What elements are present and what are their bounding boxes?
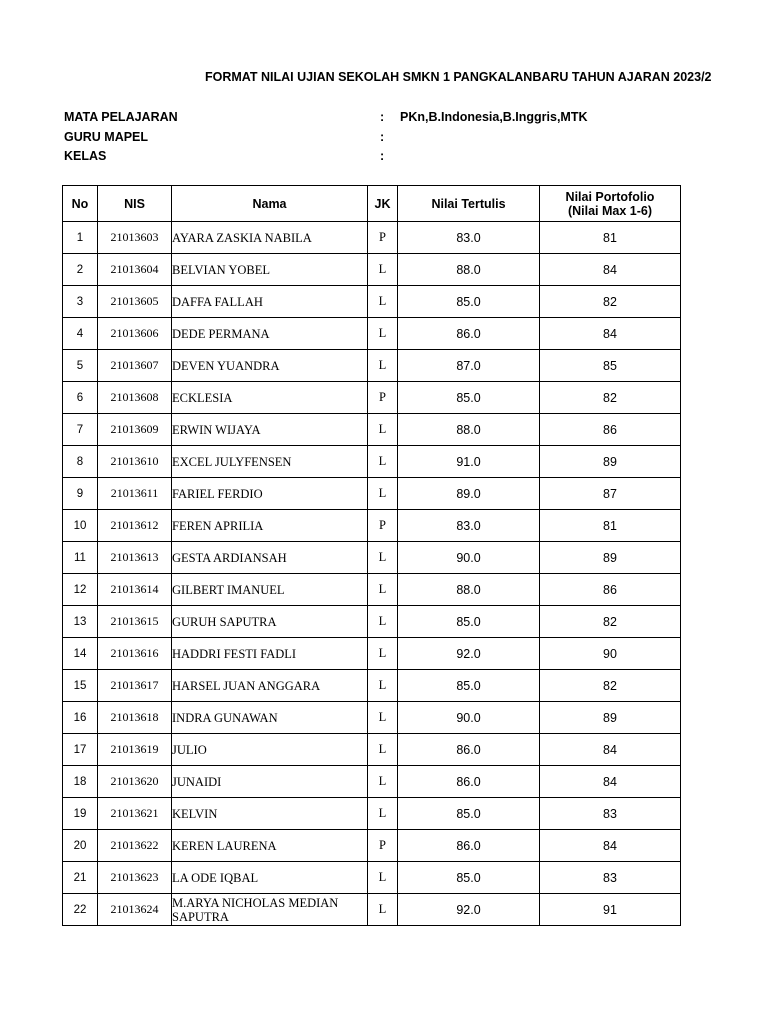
cell-jk: P (368, 830, 398, 862)
kelas-label: KELAS (64, 149, 107, 163)
kelas-colon: : (380, 149, 385, 163)
cell-nama: INDRA GUNAWAN (172, 702, 368, 734)
cell-nilai-tertulis: 86.0 (398, 766, 540, 798)
cell-nilai-portofolio: 90 (540, 638, 681, 670)
table-row (63, 862, 681, 894)
cell-nis: 21013622 (98, 830, 172, 862)
cell-nis: 21013614 (98, 574, 172, 606)
cell-jk: L (368, 254, 398, 286)
cell-jk: L (368, 318, 398, 350)
guru-mapel-label: GURU MAPEL (64, 130, 149, 144)
table-row (63, 734, 681, 766)
mata-pelajaran-value: PKn,B.Indonesia,B.Inggris,MTK (400, 110, 588, 124)
cell-nama: HADDRI FESTI FADLI (172, 638, 368, 670)
cell-nama: LA ODE IQBAL (172, 862, 368, 894)
cell-nama: ECKLESIA (172, 382, 368, 414)
cell-no: 12 (63, 574, 98, 606)
cell-nama: KELVIN (172, 798, 368, 830)
cell-nilai-portofolio: 86 (540, 414, 681, 446)
cell-no: 7 (63, 414, 98, 446)
cell-no: 20 (63, 830, 98, 862)
cell-nilai-portofolio: 84 (540, 734, 681, 766)
table-row (63, 286, 681, 318)
cell-nama: GESTA ARDIANSAH (172, 542, 368, 574)
table-row (63, 414, 681, 446)
cell-no: 17 (63, 734, 98, 766)
header-jk: JK (368, 186, 398, 222)
cell-nis: 21013609 (98, 414, 172, 446)
table-row (63, 798, 681, 830)
cell-no: 18 (63, 766, 98, 798)
cell-nama: DAFFA FALLAH (172, 286, 368, 318)
cell-no: 16 (63, 702, 98, 734)
cell-nilai-tertulis: 88.0 (398, 414, 540, 446)
cell-jk: L (368, 734, 398, 766)
table-row (63, 830, 681, 862)
cell-jk: L (368, 414, 398, 446)
cell-nis: 21013621 (98, 798, 172, 830)
cell-nilai-portofolio: 87 (540, 478, 681, 510)
cell-nilai-tertulis: 86.0 (398, 318, 540, 350)
cell-jk: L (368, 638, 398, 670)
cell-no: 22 (63, 894, 98, 926)
cell-no: 14 (63, 638, 98, 670)
cell-nilai-tertulis: 83.0 (398, 222, 540, 254)
cell-nilai-tertulis: 89.0 (398, 478, 540, 510)
cell-nilai-portofolio: 86 (540, 574, 681, 606)
cell-nilai-portofolio: 84 (540, 318, 681, 350)
cell-nis: 21013603 (98, 222, 172, 254)
table-header-row (63, 186, 681, 222)
cell-nis: 21013605 (98, 286, 172, 318)
mata-pelajaran-colon: : (380, 110, 385, 124)
cell-no: 8 (63, 446, 98, 478)
cell-nilai-tertulis: 87.0 (398, 350, 540, 382)
cell-jk: P (368, 382, 398, 414)
cell-no: 1 (63, 222, 98, 254)
cell-nilai-portofolio: 82 (540, 606, 681, 638)
cell-jk: L (368, 446, 398, 478)
cell-jk: L (368, 798, 398, 830)
cell-nilai-portofolio: 83 (540, 862, 681, 894)
cell-nis: 21013608 (98, 382, 172, 414)
table-row (63, 222, 681, 254)
guru-mapel-colon: : (380, 130, 385, 144)
cell-nis: 21013607 (98, 350, 172, 382)
cell-nama: DEDE PERMANA (172, 318, 368, 350)
cell-nilai-portofolio: 82 (540, 670, 681, 702)
cell-jk: L (368, 542, 398, 574)
header-nis: NIS (98, 186, 172, 222)
table-row (63, 766, 681, 798)
cell-jk: L (368, 894, 398, 926)
cell-jk: L (368, 702, 398, 734)
cell-nis: 21013618 (98, 702, 172, 734)
cell-nis: 21013613 (98, 542, 172, 574)
cell-jk: P (368, 510, 398, 542)
cell-nilai-portofolio: 89 (540, 702, 681, 734)
cell-nis: 21013611 (98, 478, 172, 510)
table-row (63, 702, 681, 734)
header-no: No (63, 186, 98, 222)
cell-nama: KEREN LAURENA (172, 830, 368, 862)
cell-no: 5 (63, 350, 98, 382)
cell-nilai-tertulis: 85.0 (398, 286, 540, 318)
cell-no: 9 (63, 478, 98, 510)
cell-nis: 21013620 (98, 766, 172, 798)
cell-nis: 21013615 (98, 606, 172, 638)
cell-nilai-tertulis: 85.0 (398, 670, 540, 702)
cell-jk: L (368, 350, 398, 382)
cell-jk: L (368, 574, 398, 606)
cell-nilai-tertulis: 86.0 (398, 734, 540, 766)
cell-jk: P (368, 222, 398, 254)
cell-nama: AYARA ZASKIA NABILA (172, 222, 368, 254)
cell-nilai-tertulis: 90.0 (398, 542, 540, 574)
table-row (63, 254, 681, 286)
cell-nis: 21013610 (98, 446, 172, 478)
cell-nilai-tertulis: 90.0 (398, 702, 540, 734)
cell-nama: JULIO (172, 734, 368, 766)
table-row (63, 638, 681, 670)
cell-nilai-portofolio: 84 (540, 254, 681, 286)
cell-no: 10 (63, 510, 98, 542)
cell-nama: EXCEL JULYFENSEN (172, 446, 368, 478)
cell-no: 21 (63, 862, 98, 894)
table-row (63, 510, 681, 542)
cell-no: 13 (63, 606, 98, 638)
cell-nama: ERWIN WIJAYA (172, 414, 368, 446)
document-title: FORMAT NILAI UJIAN SEKOLAH SMKN 1 PANGKALANBARU TAHUN AJARAN 2023/2 (205, 70, 712, 84)
cell-nilai-tertulis: 91.0 (398, 446, 540, 478)
table-row (63, 382, 681, 414)
cell-nis: 21013623 (98, 862, 172, 894)
cell-nilai-tertulis: 85.0 (398, 382, 540, 414)
cell-nama: GURUH SAPUTRA (172, 606, 368, 638)
header-nama: Nama (172, 186, 368, 222)
table-row (63, 446, 681, 478)
cell-jk: L (368, 766, 398, 798)
cell-nama: DEVEN YUANDRA (172, 350, 368, 382)
header-portofolio-line1: Nilai Portofolio (565, 189, 655, 204)
cell-nilai-portofolio: 85 (540, 350, 681, 382)
table-row (63, 574, 681, 606)
table-row (63, 542, 681, 574)
cell-nama: BELVIAN YOBEL (172, 254, 368, 286)
cell-nis: 21013619 (98, 734, 172, 766)
cell-nama: GILBERT IMANUEL (172, 574, 368, 606)
cell-jk: L (368, 478, 398, 510)
header-nilai-portofolio (540, 186, 681, 222)
table-row (63, 318, 681, 350)
cell-nilai-tertulis: 85.0 (398, 606, 540, 638)
cell-nis: 21013612 (98, 510, 172, 542)
cell-nis: 21013616 (98, 638, 172, 670)
cell-nis: 21013617 (98, 670, 172, 702)
mata-pelajaran-label: MATA PELAJARAN (64, 110, 178, 124)
table-row (63, 670, 681, 702)
cell-no: 2 (63, 254, 98, 286)
table-row (63, 894, 681, 926)
cell-jk: L (368, 286, 398, 318)
cell-nilai-tertulis: 85.0 (398, 798, 540, 830)
cell-jk: L (368, 670, 398, 702)
table-row (63, 478, 681, 510)
cell-nilai-portofolio: 84 (540, 830, 681, 862)
cell-jk: L (368, 862, 398, 894)
cell-nama: JUNAIDI (172, 766, 368, 798)
cell-nilai-portofolio: 81 (540, 222, 681, 254)
grades-table (62, 185, 681, 926)
cell-nis: 21013606 (98, 318, 172, 350)
cell-nis: 21013624 (98, 894, 172, 926)
cell-no: 6 (63, 382, 98, 414)
cell-nilai-portofolio: 89 (540, 446, 681, 478)
cell-nilai-tertulis: 83.0 (398, 510, 540, 542)
cell-nilai-tertulis: 88.0 (398, 254, 540, 286)
cell-nama: FARIEL FERDIO (172, 478, 368, 510)
cell-no: 4 (63, 318, 98, 350)
cell-nilai-tertulis: 86.0 (398, 830, 540, 862)
cell-nilai-portofolio: 81 (540, 510, 681, 542)
cell-nilai-tertulis: 85.0 (398, 862, 540, 894)
table-row (63, 350, 681, 382)
cell-nilai-tertulis: 92.0 (398, 638, 540, 670)
cell-no: 11 (63, 542, 98, 574)
cell-nama: M.ARYA NICHOLAS MEDIAN SAPUTRA (172, 894, 368, 926)
cell-nis: 21013604 (98, 254, 172, 286)
cell-nilai-portofolio: 91 (540, 894, 681, 926)
cell-no: 15 (63, 670, 98, 702)
cell-nilai-tertulis: 92.0 (398, 894, 540, 926)
cell-nilai-portofolio: 84 (540, 766, 681, 798)
cell-nama: HARSEL JUAN ANGGARA (172, 670, 368, 702)
cell-nilai-portofolio: 82 (540, 382, 681, 414)
cell-no: 3 (63, 286, 98, 318)
cell-nilai-portofolio: 83 (540, 798, 681, 830)
header-nilai-tertulis: Nilai Tertulis (398, 186, 540, 222)
table-row (63, 606, 681, 638)
cell-no: 19 (63, 798, 98, 830)
cell-nilai-portofolio: 89 (540, 542, 681, 574)
cell-nilai-tertulis: 88.0 (398, 574, 540, 606)
header-portofolio-line2: (Nilai Max 1-6) (567, 203, 653, 218)
cell-nilai-portofolio: 82 (540, 286, 681, 318)
cell-nama: FEREN APRILIA (172, 510, 368, 542)
cell-jk: L (368, 606, 398, 638)
